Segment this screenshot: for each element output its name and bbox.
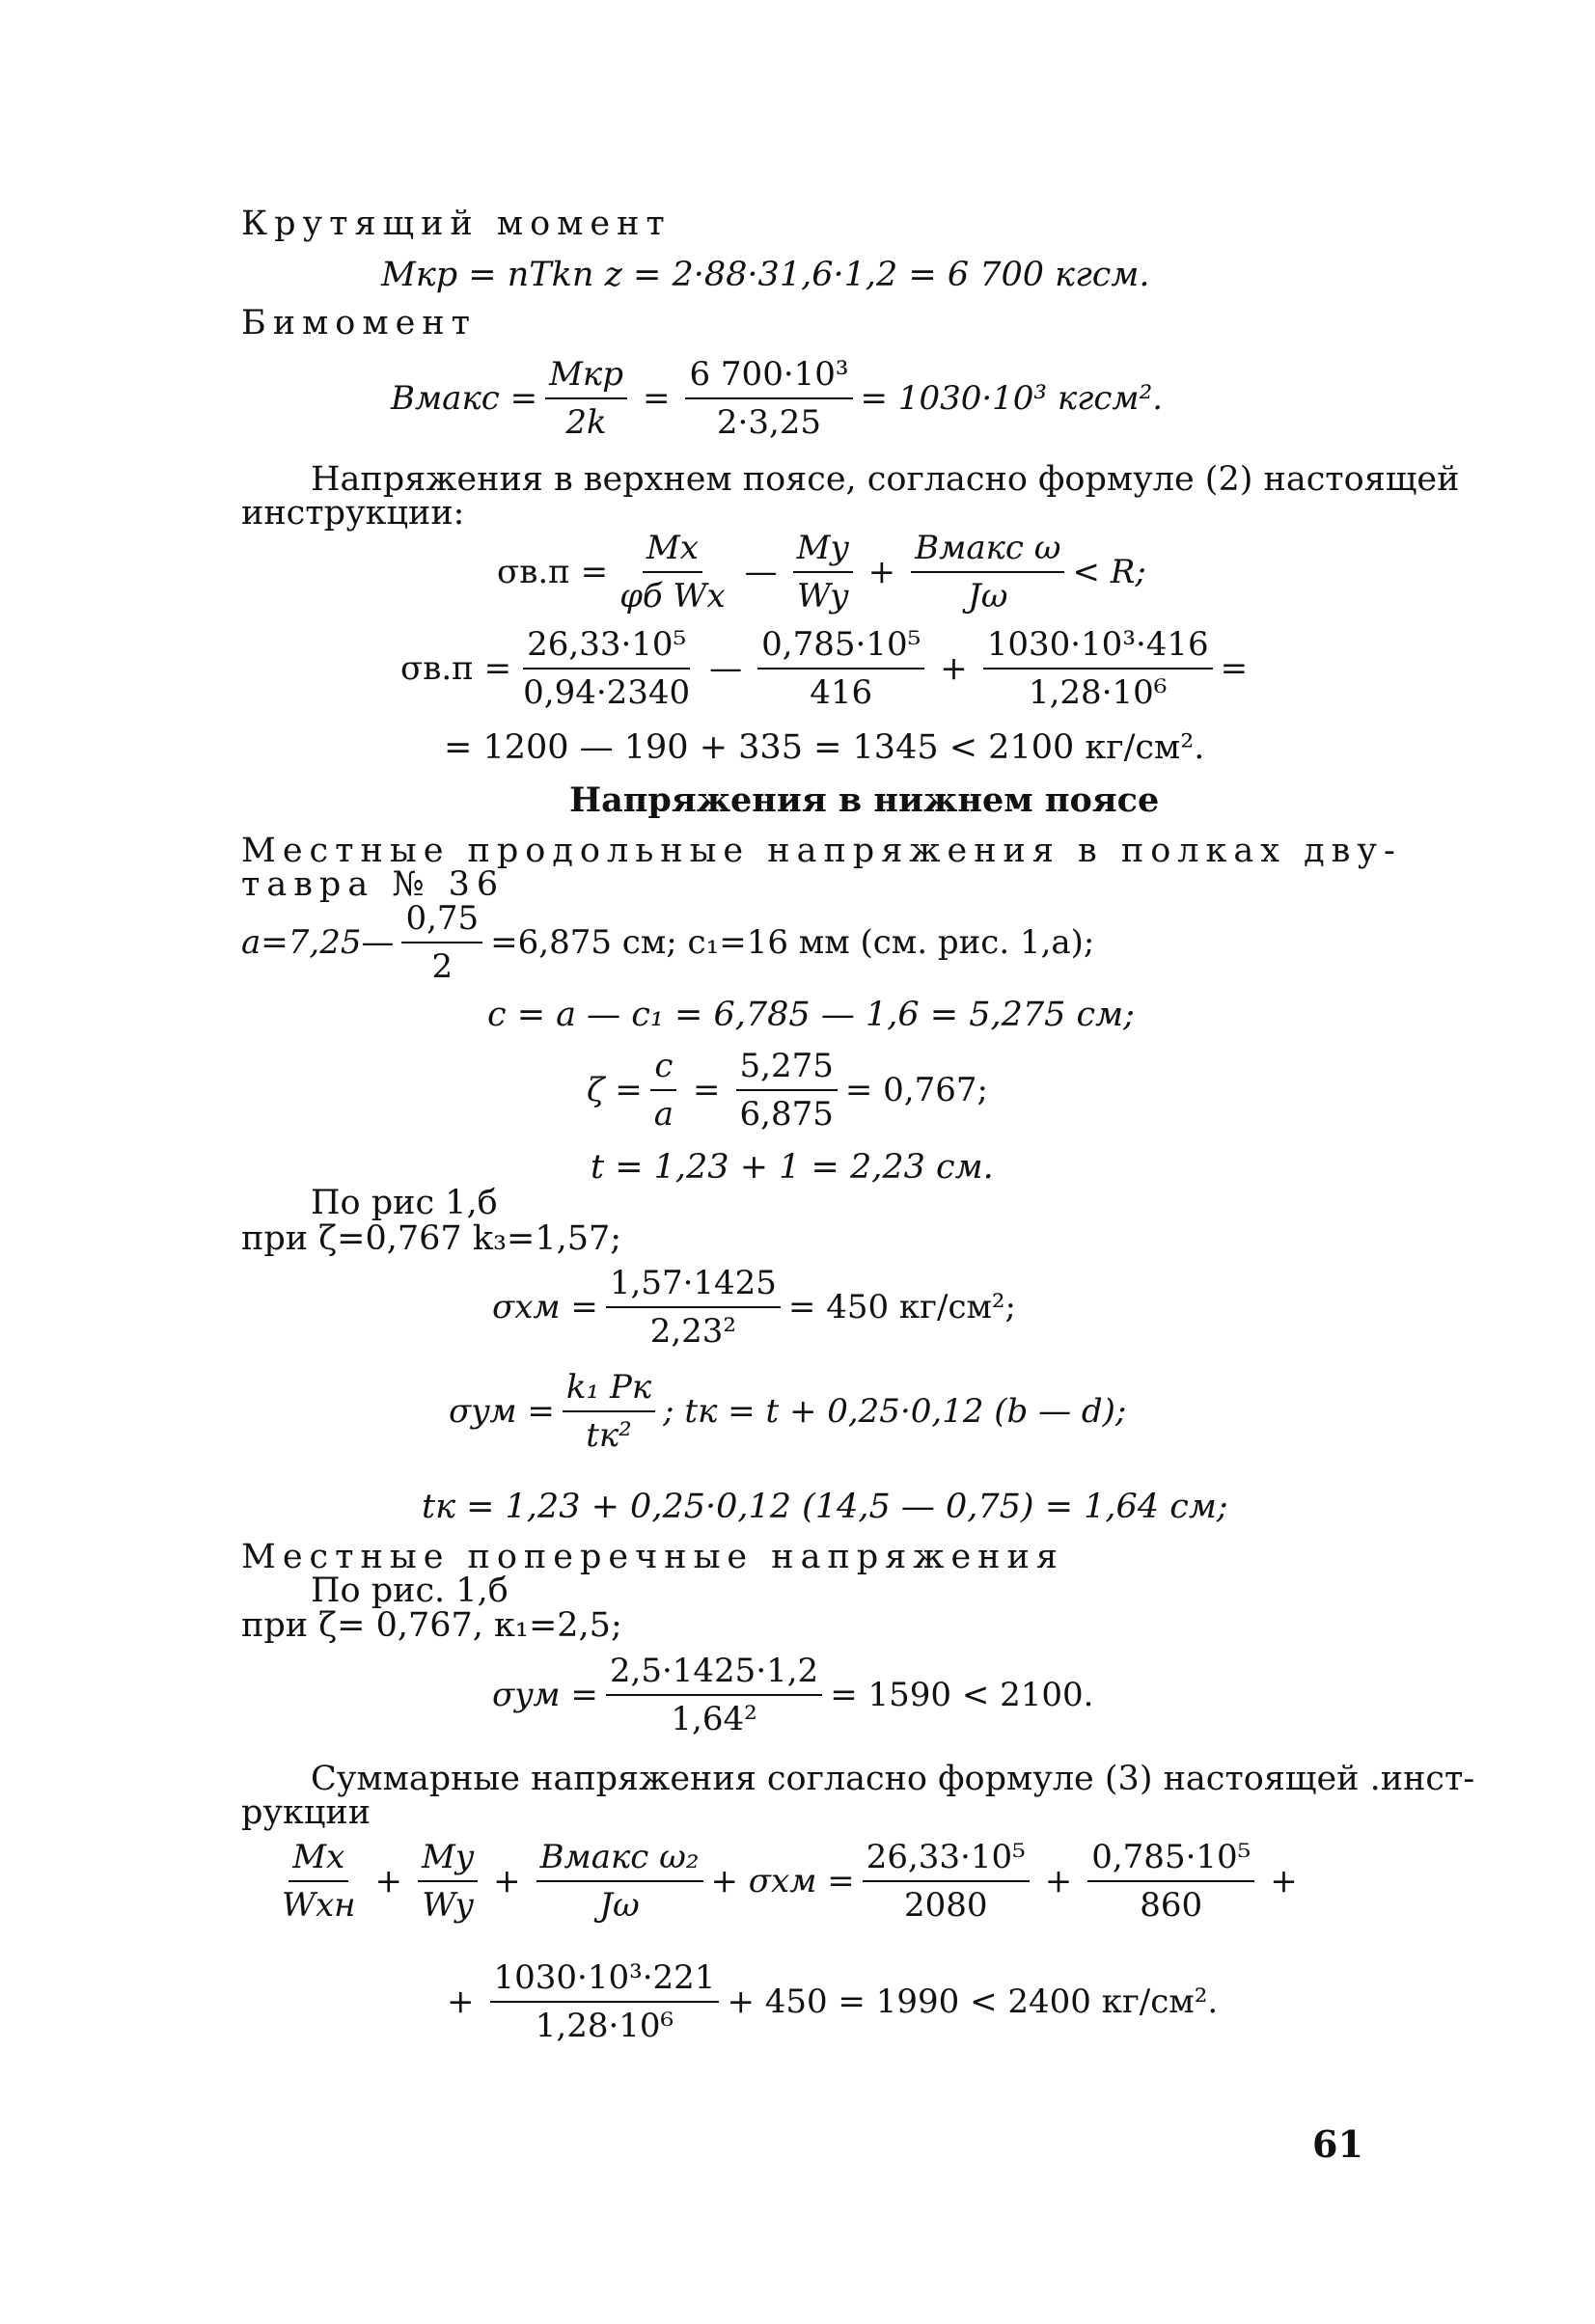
equation-sigma-y2: σyм = $\frac{2,5\cdot 1425\cdot 1,2}{\text{1,64²}}$ = 1590 < 2100. — [492, 1652, 1094, 1738]
heading-lower: Напряжения в нижнем поясе — [569, 780, 1160, 820]
equation-sigma-vp-result: = 1200 — 190 + 335 = 1345 < 2100 кг/см². — [444, 728, 1205, 767]
fraction: $\frac{\text{6 700·10³}}{2\cdot 3,25}$ — [685, 355, 852, 442]
equation-t: t = 1,23 + 1 = 2,23 см. — [591, 1148, 994, 1187]
paragraph-sum-line2: рукции — [241, 1793, 371, 1832]
equation-tk: tк = 1,23 + 0,25·0,12 (14,5 — 0,75) = 1,64 см; — [422, 1488, 1228, 1526]
equation-sum: $\frac{Mx}{\text{Wxн}}$ + $\frac{My}{Wy}$ + $\frac{\text{Bмакс ω₂}}{J\omega}$ + σxм = $\frac{\text{26,33·10⁵}}{2080}$ + $\frac{\text{0,785·10⁵}}{860}$ + — [282, 1838, 1298, 1925]
equation-sigma-x: σxм = $\frac{1,57\cdot 1425}{\text{2,23²}}$ = 450 кг/см²; — [492, 1264, 1017, 1351]
paragraph-upper-line1: Напряжения в верхнем поясе, согласно формуле (2) настоящей — [311, 460, 1460, 499]
equation-zeta: ζ = $\frac{c}{a}$ = $\frac{5,275}{6,875}$ = 0,767; — [587, 1047, 988, 1134]
paragraph-zeta-k3: при ζ=0,767 k₃=1,57; — [241, 1219, 622, 1258]
heading-bimoment: Бимомент — [241, 304, 477, 342]
page-number: 61 — [1312, 2122, 1363, 2166]
equation-sum-2: + $\frac{\text{1030·10³·221}}{\text{1,28·10⁶}}$ + 450 = 1990 < 2400 кг/см². — [447, 1958, 1219, 2045]
eq-tail: = 1030·10³ кгсм². — [860, 379, 1164, 418]
equation-sigma-vp: σв.п = $\frac{Mx}{\text{φб Wx}}$ — $\frac{My}{Wy}$ + $\frac{\text{Bмакс ω}}{J\omega}$ < R; — [497, 529, 1146, 615]
equation-torque: Mкр = nTkп z = 2·88·31,6·1,2 = 6 700 кгсм. — [381, 256, 1150, 294]
paragraph-zeta-k1: при ζ= 0,767, к₁=2,5; — [241, 1606, 622, 1645]
equation-a: a=7,25— $\frac{0,75}{2}$ =6,875 см; c₁=16 мм (см. рис. 1,а); — [241, 899, 1095, 986]
paragraph-fig1b-2: По рис. 1,б — [311, 1572, 509, 1610]
paragraph-local-line1: Местные продольные напряжения в полках дву- — [241, 832, 1402, 870]
paragraph-sum-line1: Суммарные напряжения согласно формуле (3) настоящей .инст- — [311, 1760, 1475, 1798]
equation-c: c = a — c₁ = 6,785 — 1,6 = 5,275 см; — [487, 996, 1135, 1034]
equation-sigma-y: σyм = $\frac{\text{k₁ Pк}}{\text{tк²}}$ ; tк = t + 0,25·0,12 (b — d); — [449, 1368, 1127, 1455]
eq-lhs: Bмакс = — [391, 379, 538, 418]
paragraph-fig1b: По рис 1,б — [311, 1184, 498, 1222]
fraction: $\frac{\text{Mкр}}{2k}$ — [545, 355, 627, 442]
heading-transverse: Местные поперечные напряжения — [241, 1538, 1064, 1576]
equation-bimoment: Bмакс = $\frac{\text{Mкр}}{2k}$ = $\frac{\text{6 700·10³}}{2\cdot 3,25}$ = 1030·10³ кгсм². — [391, 355, 1164, 442]
paragraph-upper-line2: инструкции: — [241, 494, 465, 533]
equation-sigma-vp-numeric: σв.п = $\frac{\text{26,33·10⁵}}{0,94\cdot 2340}$ — $\frac{\text{0,785·10⁵}}{416}$ + $\frac{\text{1030·10³·416}}{\text{1,28·10⁶}}$ = — [400, 625, 1249, 712]
paragraph-local-line2: тавра № 36 — [241, 865, 506, 904]
heading-torque: Крутящий момент — [241, 205, 672, 243]
